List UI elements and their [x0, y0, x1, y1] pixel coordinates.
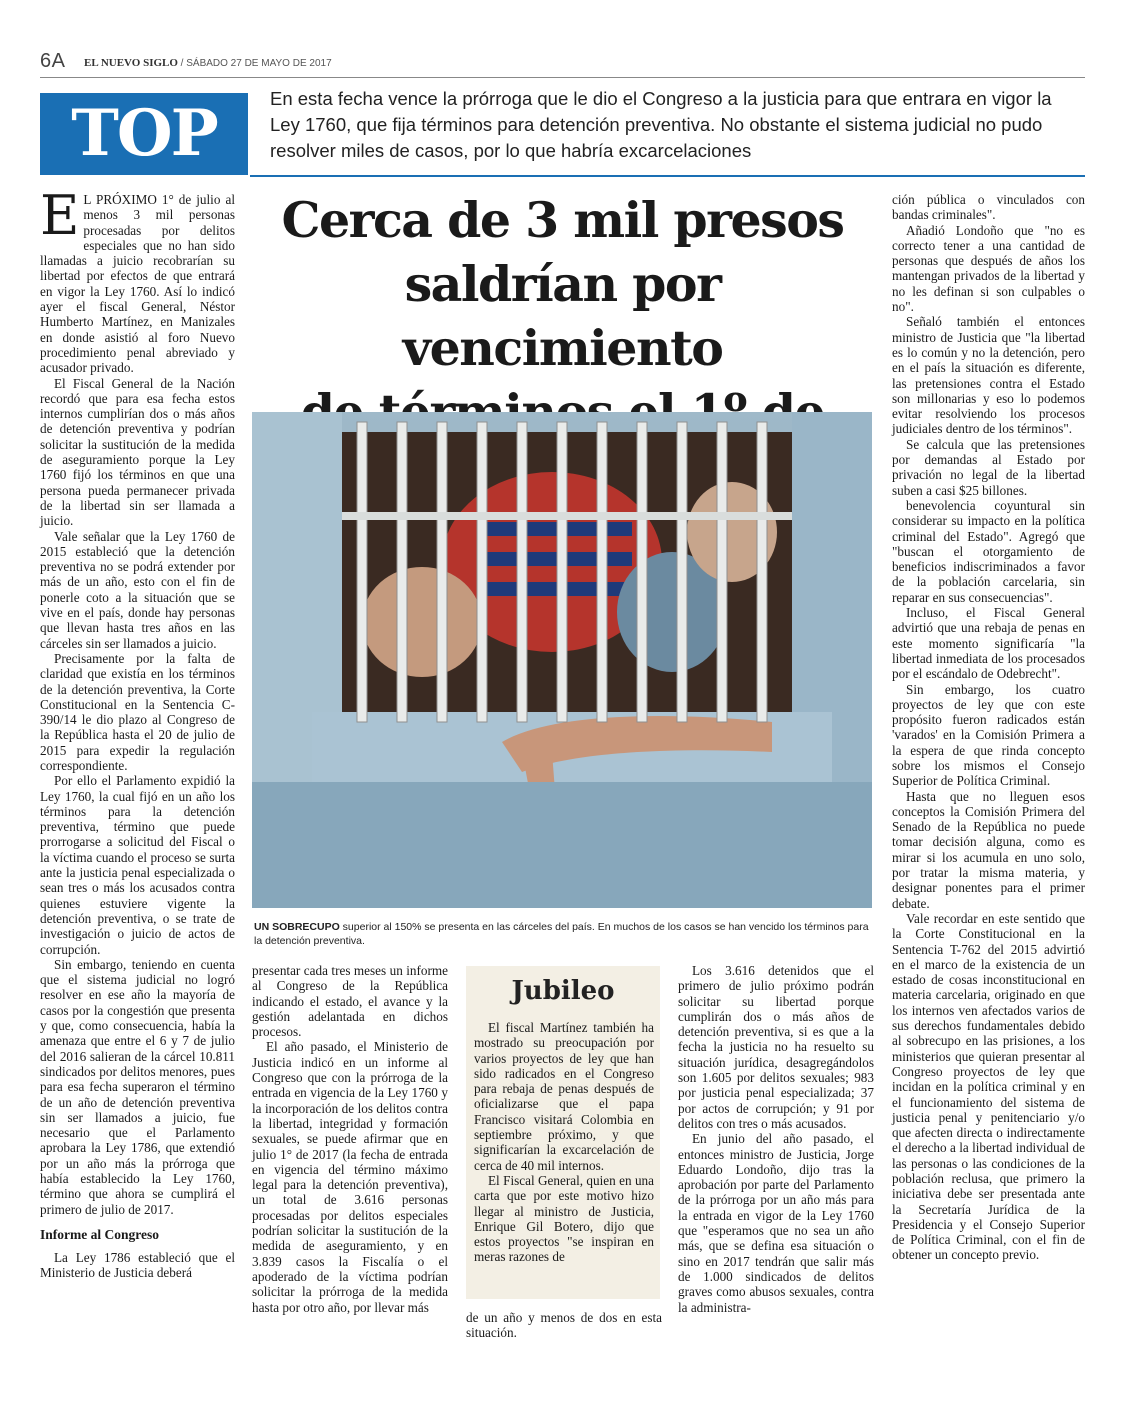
- newspaper-name: EL NUEVO SIGLO: [84, 57, 178, 69]
- paragraph: Vale recordar en este sentido que la Corte Constitucional en la Sentencia T-762 del 2015 advirtió en el marco de la existencia de un estado de cosas inconstitucional en materia carcelaria, originado en que los internos ven afectados varios de sus derechos fundamentales debido al sobrecupo en las prisiones, a los ministerios que quieran presentar al Congreso proyectos de ley que incidan en la política criminal y en el funcionamiento del sistema de justicia penal y penitenciario y/o que afecten directa o indirectamente el derecho a la libertad individual de las personas o las condiciones de la población reclusa, que primero la iniciativa debe ser presentada ante la Secretaría Jurídica de la Presidencia y el Consejo Superior de Política Criminal, con el fin de obtener un concepto previo.: [892, 910, 1085, 1263]
- paragraph: El Fiscal General, quien en una carta que por este motivo hizo llegar al ministro de Justicia, Enrique Gil Botero, dijo que estos proyectos "se inspiran en meras razones de: [474, 1172, 654, 1265]
- paragraph: Sin embargo, los cuatro proyectos de ley que con este propósito fueron radicados están 'varados' en la Comisión Primera a la espera de que rinda concepto sobre los mismos el Consejo Superior de Política Criminal.: [892, 681, 1085, 789]
- header-rule: [40, 77, 1085, 78]
- sidebar-text: [474, 1020, 654, 1265]
- paragraph: Sin embargo, teniendo en cuenta que el sistema judicial no logró resolver en ese año la mayoría de casos por la congestión que presenta y que, como consecuencia, había la amenaza que entre el 6 y 7 de julio del 2016 salieran de la cárcel 10.811 sindicados por delitos menores, pues para esa fecha superaron el término de un año de detención preventiva sin ser llamados a juicio, fue necesario que el Parlamento aprobara la Ley 1786, que extendió por un año más la prórroga que había establecido la Ley 1760, término que ahora se cumplirá el primero de julio de 2017.: [40, 956, 235, 1217]
- sidebar-continuation: [466, 1310, 662, 1341]
- paragraph: presentar cada tres meses un informe al Congreso de la República indicando el estado, el avance y la gestión adelantada en dichos procesos.: [252, 963, 448, 1040]
- paragraph: Los 3.616 detenidos que el primero de julio próximo podrán solicitar su libertad porque cumplirán dos o más años de detención preventiva, si es que a la fecha la justicia no ha resuelto su situación jurídica, desagregándolos son 1.605 por delitos sexuales; 983 por justicia penal especializada; 37 por actos de corrupción; y 91 por delitos con tres o más acusados.: [678, 963, 874, 1131]
- article-column-1: [40, 184, 235, 1281]
- article-column-4: [678, 963, 874, 1315]
- paragraph: En junio del año pasado, el entonces ministro de Justicia, Jorge Eduardo Londoño, dijo tras la aprobación por parte del Parlamento de la prórroga por un año más para la entrada en vigor de la Ley 1760 que "esperamos que no sea un año más, que se defina esa situación o sino en 2017 tendrán que salir más de 1.000 sindicados de delitos graves como abusos sexuales, contra la administra-: [678, 1131, 874, 1315]
- paragraph: El Fiscal General de la Nación recordó que para esa fecha estos internos cumplirían dos o más años de detención preventiva y podrían solicitar la sustitución de la medida de aseguramiento porque la Ley 1760 fijó los términos en que una persona pueda permanecer privada de la libertad sin ser llamada a juicio.: [40, 375, 235, 529]
- issue-date: / SÁBADO 27 DE MAYO DE 2017: [180, 58, 332, 69]
- article-column-5: [892, 192, 1085, 1263]
- paragraph: Se calcula que las pretensiones por demandas al Estado por privación no legal de la libertad suben a casi $25 billones.: [892, 436, 1085, 498]
- caption-text: superior al 150% se presenta en las cárceles del país. En muchos de los casos se han vencido los términos para la detención preventiva.: [254, 921, 869, 947]
- lead-text: L PRÓXIMO 1° de julio al menos 3 mil personas procesadas por delitos especiales que no han sido llamadas a juicio recobrarían su libertad por efectos de que entrará en vigor la Ley 1760. Así lo indicó ayer el fiscal General, Néstor Humberto Martínez, en Manizales en donde asistió al foro Nuevo procedimiento penal abreviado y acusador privado.: [40, 192, 235, 376]
- paragraph: benevolencia coyuntural sin considerar su impacto en la política criminal del Estado". Agregó que "buscan el otorgamiento de beneficios indiscriminados a favor de la población carcelaria, sin reparar en sus consecuencias".: [892, 497, 1085, 605]
- sidebar-title: Jubileo: [511, 976, 615, 1006]
- headline-line-2: saldrían por vencimiento: [402, 255, 723, 377]
- dek: En esta fecha vence la prórroga que le dio el Congreso a la justicia para que entrara en vigor la Ley 1760, que fija términos para detención preventiva. No obstante el sistema judicial no pudo resolver miles de casos, por lo que habría excarcelaciones: [270, 88, 1052, 161]
- paragraph: La Ley 1786 estableció que el Ministerio de Justicia deberá: [40, 1250, 235, 1281]
- paragraph: Hasta que no lleguen esos conceptos la Comisión Primera del Senado de la República no puede tomar decisión alguna, como es mirar si los acumula en uno solo, por tratar la misma materia, y designar ponentes para el primer debate.: [892, 788, 1085, 911]
- paragraph: ción pública o vinculados con bandas criminales".: [892, 192, 1085, 223]
- caption-lead: UN SOBRECUPO: [254, 921, 340, 933]
- prison-photo: [252, 412, 872, 908]
- article-column-2: [252, 963, 448, 1315]
- paragraph: Añadió Londoño que "no es correcto tener a una cantidad de personas que después de años los mantengan privados de la libertad y no les definan si son culpables o no".: [892, 222, 1085, 315]
- paragraph: Por ello el Parlamento expidió la Ley 1760, la cual fijó en un año los términos para la detención preventiva, término que puede prorrogarse a solicitud del Fiscal o la víctima cuando el proceso se surta ante la justicia penal especializada o sean tres o más los acusados contra quienes estuviere vigente la detención preventiva, o se trate de investigación o juicio de actos de corrupción.: [40, 773, 235, 957]
- paragraph: El fiscal Martínez también ha mostrado su preocupación por varios proyectos de ley que han sido radicados en el Congreso para rebaja de penas después de oficializarse que el papa Francisco visitará Colombia en septiembre próximo, y que significarían la excarcelación de cerca de 40 mil internos.: [474, 1020, 654, 1173]
- masthead: [84, 57, 332, 69]
- dek-rule: [250, 175, 1085, 177]
- paragraph: Incluso, el Fiscal General advirtió que una rebaja de penas en este momento significaría "la libertad inmediata de los procesados por el escándalo de Odebrecht".: [892, 605, 1085, 682]
- section-tag: TOP 3: [40, 93, 248, 175]
- paragraph: Señaló también el entonces ministro de Justicia que "la libertad es lo común y no la detención, pero en el país la situación es diferente, las pretensiones contra el Estado son millonarias y eso lo podemos evitar resolviendo los procesos judiciales dentro de los términos".: [892, 314, 1085, 437]
- paragraph: de un año y menos de dos en esta situación.: [466, 1310, 662, 1341]
- drop-cap: E: [40, 184, 80, 247]
- lead-paragraph: [40, 184, 235, 376]
- photo-caption: [254, 920, 874, 948]
- paragraph: Precisamente por la falta de claridad que existía en los términos de la detención preventiva, la Corte Constitucional en la Sentencia C-390/14 le dio plazo al Congreso de la República hasta el 20 de julio de 2015 para expedir la regulación correspondiente.: [40, 650, 235, 773]
- paragraph: El año pasado, el Ministerio de Justicia indicó en un informe al Congreso que con la prórroga de la entrada en vigencia de la Ley 1760 y la incorporación de los delitos contra la libertad, integridad y formación sexuales, se puede afirmar que en julio 1° de 2017 (la fecha de entrada en vigencia del término máximo legal para la detención preventiva), un total de 3.616 personas procesadas por delitos especiales podrían solicitar la sustitución de la medida de aseguramiento, y en 3.839 casos la Fiscalía o el apoderado de la víctima podrían solicitar la prórroga de la medida hasta por otro año, por llevar más: [252, 1039, 448, 1315]
- prison-bars-illustration: [252, 412, 872, 908]
- paragraph: Vale señalar que la Ley 1760 de 2015 estableció que la detención preventiva no se podrá extender por más de un año, esto con el fin de ponerle coto a la situación que se vive en el país, donde hay personas que llevan hasta tres años en las cárceles sin ser llamados a juicio.: [40, 528, 235, 651]
- page-number: 6A: [40, 50, 66, 72]
- subheading: Informe al Congreso: [40, 1226, 159, 1242]
- headline-line-1: Cerca de 3 mil presos: [281, 191, 844, 249]
